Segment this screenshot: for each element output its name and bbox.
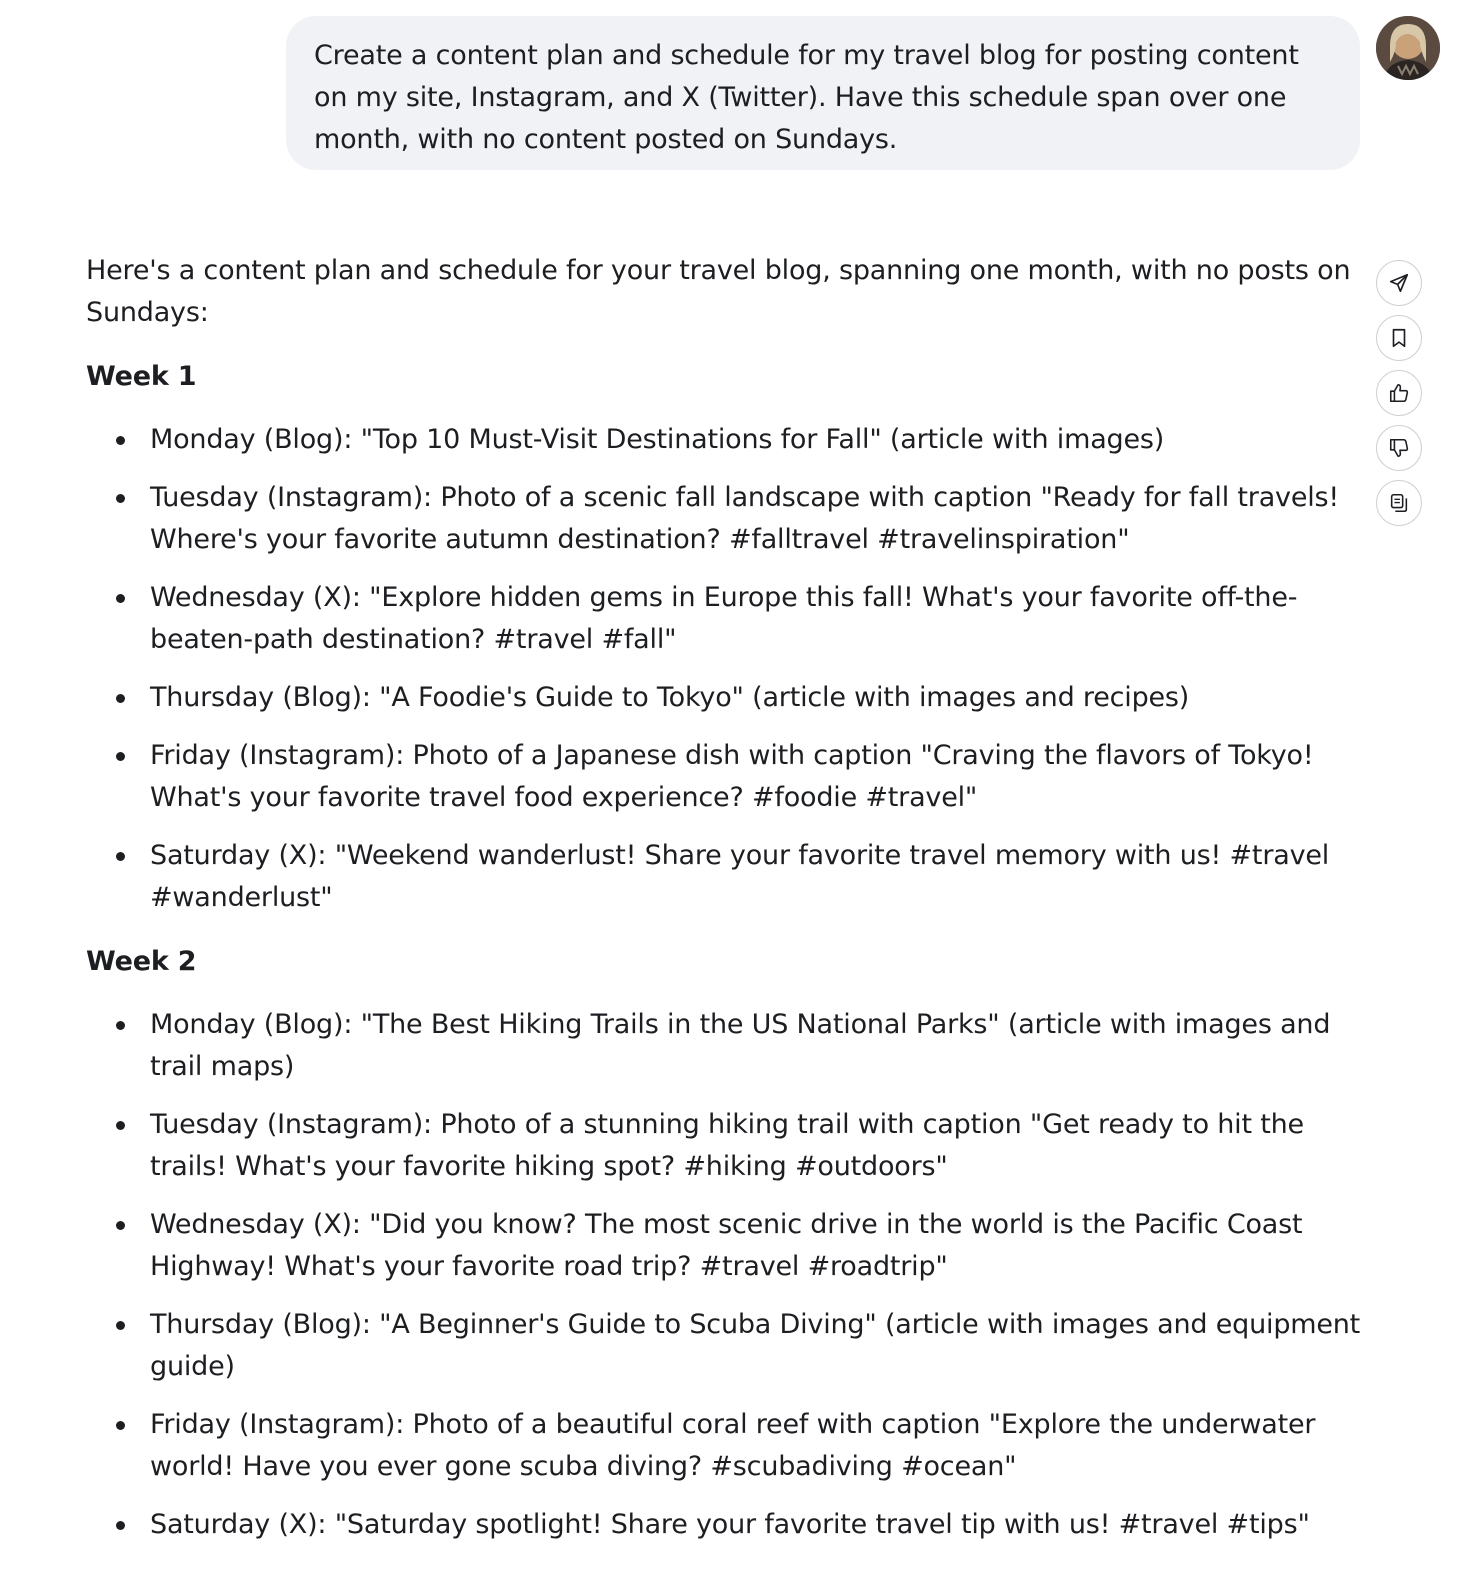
list-item: Friday (Instagram): Photo of a Japanese dish with caption "Craving the flavors of Tokyo! What's your favorite travel food experience? #foodie #travel" <box>86 735 1366 819</box>
week-1-list <box>86 419 1366 919</box>
response-actions <box>1376 260 1424 535</box>
user-message-line: month, with no content posted on Sundays. <box>314 124 898 155</box>
bookmark-button[interactable] <box>1376 315 1422 361</box>
list-item: Monday (Blog): "The Best Hiking Trails in the US National Parks" (article with images and trail maps) <box>86 1004 1366 1088</box>
share-button[interactable] <box>1376 260 1422 306</box>
list-item: Tuesday (Instagram): Photo of a stunning hiking trail with caption "Get ready to hit the trails! What's your favorite hiking spot? #hiking #outdoors" <box>86 1104 1366 1188</box>
copy-icon <box>1388 492 1410 514</box>
list-item: Wednesday (X): "Explore hidden gems in Europe this fall! What's your favorite off-the-beaten-path destination? #travel #fall" <box>86 577 1366 661</box>
list-item: Tuesday (Instagram): Photo of a scenic fall landscape with caption "Ready for fall travels! Where's your favorite autumn destination? #falltravel #travelinspiration" <box>86 477 1366 561</box>
week-1-heading: Week 1 <box>86 361 197 392</box>
list-item: Friday (Instagram): Photo of a beautiful coral reef with caption "Explore the underwater world! Have you ever gone scuba diving? #scubadiving #ocean" <box>86 1404 1366 1488</box>
thumbs-up-icon <box>1388 382 1410 404</box>
avatar-image <box>1376 16 1440 80</box>
thumbs-up-button[interactable] <box>1376 370 1422 416</box>
user-message-line: Create a content plan and schedule for my travel blog for posting content <box>314 40 1299 71</box>
list-item: Thursday (Blog): "A Beginner's Guide to Scuba Diving" (article with images and equipment guide) <box>86 1304 1366 1388</box>
share-icon <box>1388 272 1410 294</box>
list-item: Wednesday (X): "Did you know? The most scenic drive in the world is the Pacific Coast Highway! What's your favorite road trip? #travel #roadtrip" <box>86 1204 1366 1288</box>
user-message-bubble <box>286 16 1360 170</box>
thumbs-down-icon <box>1388 437 1410 459</box>
user-avatar[interactable] <box>1376 16 1440 80</box>
user-message-line: on my site, Instagram, and X (Twitter). Have this schedule span over one <box>314 82 1287 113</box>
thumbs-down-button[interactable] <box>1376 425 1422 471</box>
list-item: Thursday (Blog): "A Foodie's Guide to Tokyo" (article with images and recipes) <box>86 677 1366 719</box>
response-intro: Here's a content plan and schedule for your travel blog, spanning one month, with no posts on Sundays: <box>86 255 1351 328</box>
list-item: Saturday (X): "Saturday spotlight! Share your favorite travel tip with us! #travel #tips" <box>86 1504 1366 1546</box>
copy-button[interactable] <box>1376 480 1422 526</box>
week-2-list <box>86 1004 1366 1546</box>
week-2-heading: Week 2 <box>86 946 197 977</box>
bookmark-icon <box>1388 327 1410 349</box>
assistant-response <box>86 250 1366 1568</box>
list-item: Monday (Blog): "Top 10 Must-Visit Destinations for Fall" (article with images) <box>86 419 1366 461</box>
list-item: Saturday (X): "Weekend wanderlust! Share your favorite travel memory with us! #travel #wanderlust" <box>86 835 1366 919</box>
